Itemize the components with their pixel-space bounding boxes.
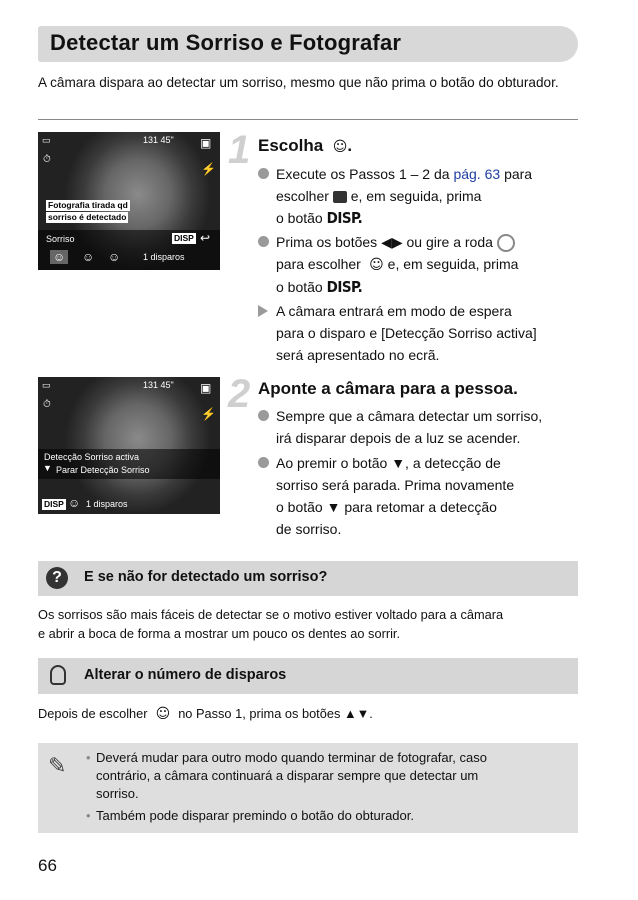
step1-heading-text: Escolha [258,136,324,155]
title-bar [38,26,578,62]
bullet-icon: • [86,808,91,823]
text: e, em seguida, prima [350,188,482,204]
text: e, em seguida, prima [387,256,519,272]
shots-count: 1 disparos [86,499,128,509]
text: Ao premir o botão [276,455,388,471]
smile-icon: ☺ [151,706,175,722]
shots-remaining: 131 45" [143,380,174,390]
question-icon: ? [46,567,68,589]
battery-icon: ▭ [42,135,51,145]
text: sorriso será parada. Prima novamente [276,477,515,493]
mode-label: Sorriso [46,234,75,244]
smile-mode-icon: ☺ [50,250,68,264]
page-link[interactable]: pág. 63 [453,166,501,182]
smile-detect-status: Detecção Sorriso activa [44,452,140,462]
flash-icon: ⚡ [201,162,216,176]
pencil-icon: ✎ [48,753,67,778]
text: Também pode disparar premindo o botão do obturador. [96,808,414,823]
note-item-1 [86,749,566,803]
result-arrow-icon [258,305,268,317]
text: Os sorrisos são mais fáceis de detectar se o motivo estiver voltado para a câmara [38,607,504,622]
smile-mode-icon: ☺ [68,496,81,510]
faq-header [38,561,578,596]
down-button-icon: ▼ [326,499,341,515]
disp-button-label: DISP. [326,209,363,227]
text: e abrir a boca de forma a mostrar um pouco os dentes ao sorrir. [38,626,401,641]
wink-mode-icon: ☺ [82,250,95,264]
page-title: Detectar um Sorriso e Fotografar [50,30,402,55]
text: ou gire a roda [406,234,493,250]
smile-icon: ☺ [364,257,384,273]
step2-bullet-1 [258,405,580,449]
text: sorriso. [96,786,139,801]
bullet-dot-icon [258,410,269,421]
note-item-2 [86,807,566,825]
step1-bullet-1 [258,163,580,229]
text: Sempre que a câmara detectar um sorriso, [276,408,543,424]
text: de sorriso. [276,521,342,537]
text: para o disparo e [Detecção Sorriso activa] [276,325,537,341]
step1-bullet-3 [258,300,580,366]
mode-caption-line1: Fotografia tirada qd [48,200,128,210]
mode-caption-line2: sorriso é detectado [48,212,127,222]
page-number: 66 [38,856,57,875]
text: Prima os botões [276,234,378,250]
faq-heading: E se não for detectado um sorriso? [84,569,328,585]
face-timer-icon: ☺ [108,250,121,264]
divider [38,119,578,120]
step2-heading: Aponte a câmara para a pessoa. [258,379,518,398]
text: para [504,166,533,182]
timer-icon: ⏱ [43,399,51,410]
disp-button-label: DISP. [326,278,363,296]
text: no Passo 1, prima os botões [178,706,341,721]
tip-heading: Alterar o número de disparos [84,667,287,683]
step1-heading: Escolha ☺. [258,136,353,155]
bullet-dot-icon [258,236,269,247]
text: o botão [276,279,323,295]
text: o botão [276,210,323,226]
tip-header [38,658,578,694]
text: , a detecção de [405,455,501,471]
text: Execute os Passos 1 – 2 da [276,166,450,182]
text: para retomar a detecção [344,499,497,515]
step1-bullet-2 [258,231,580,298]
text: Deverá mudar para outro modo quando terminar de fotografar, caso [96,750,487,765]
stop-smile-detect: Parar Detecção Sorriso [56,465,150,475]
shots-remaining: 131 45" [143,135,174,145]
faq-text [38,605,583,643]
camera-screen-1 [38,132,220,270]
down-button-icon: ▼ [43,463,52,473]
bullet-icon: • [86,750,91,765]
text: A câmara entrará em modo de espera [276,303,512,319]
text: escolher [276,188,329,204]
step-number-2: 2 [228,372,251,416]
step-number-1: 1 [228,128,251,172]
camera-mode-icon: ▣ [200,136,212,150]
text: será apresentado no ecrã. [276,347,440,363]
bullet-dot-icon [258,457,269,468]
text: contrário, a câmara continuará a disparar sempre que detectar um [96,768,479,783]
text: Depois de escolher [38,706,148,721]
bullet-dot-icon [258,168,269,179]
tip-text: Depois de escolher ☺ no Passo 1, prima os botões ▲▼. [38,706,373,722]
disp-key-label: DISP [174,233,194,243]
disp-key-label: DISP [44,499,64,509]
scene-mode-icon [333,191,347,203]
camera-screen-2 [38,377,220,514]
timer-icon: ⏱ [43,154,51,165]
battery-icon: ▭ [42,380,51,390]
up-down-buttons-icon: ▲▼ [343,706,370,721]
return-icon: ↩ [200,231,211,245]
step2-bullet-2 [258,452,580,540]
smile-icon: ☺ [327,139,348,155]
shots-count: 1 disparos [143,252,185,262]
text: o botão [276,499,323,515]
camera-mode-icon: ▣ [200,381,212,395]
smiling-child-photo [38,377,220,514]
text: irá disparar depois de a luz se acender. [276,430,521,446]
note-box [38,743,578,833]
left-right-buttons-icon: ◀▶ [381,234,403,250]
intro-text: A câmara dispara ao detectar um sorriso, mesmo que não prima o botão do obturador. [38,75,559,90]
down-button-icon: ▼ [391,455,406,471]
control-dial-icon [497,234,515,252]
lightbulb-icon [50,665,66,685]
flash-icon: ⚡ [201,407,216,421]
text: para escolher [276,256,361,272]
